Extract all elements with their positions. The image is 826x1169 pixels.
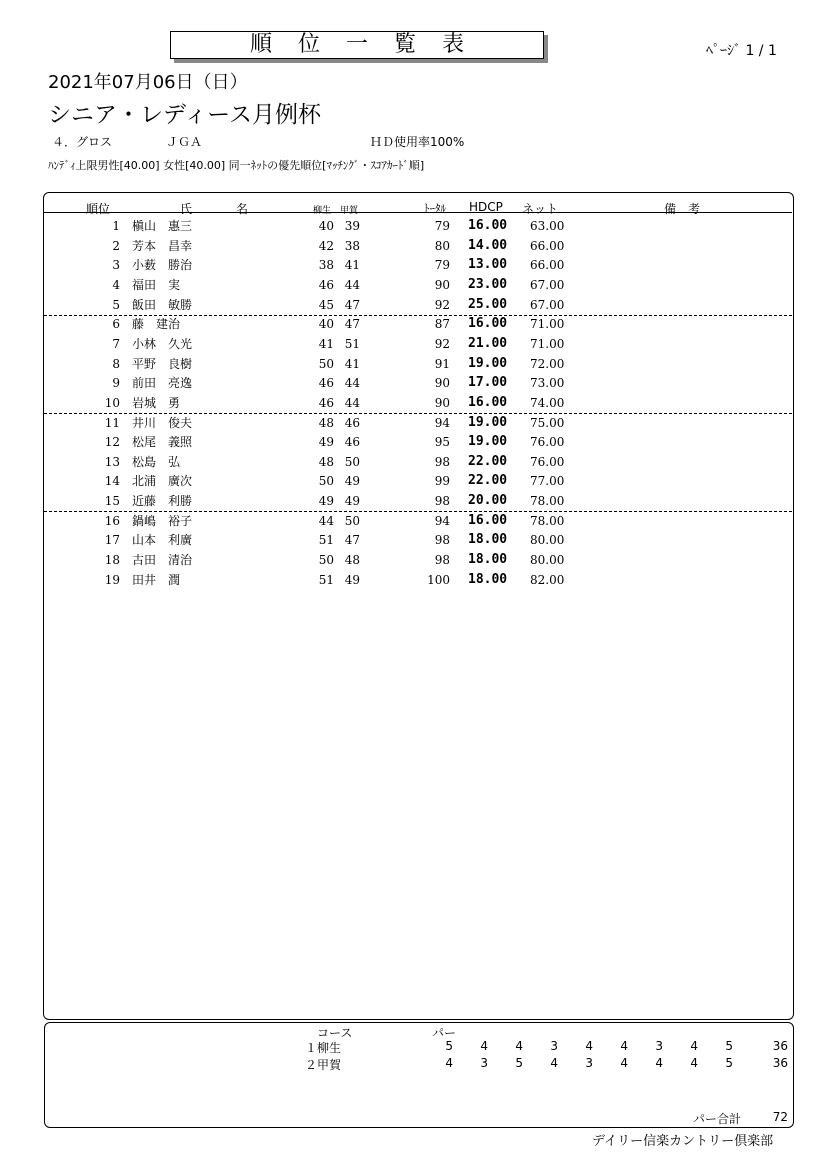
handicap-note: ﾊﾝﾃﾞｨ上限男性[40.00] 女性[40.00] 同一ﾈｯﾄの優先順位[ﾏｯﾁﾝｸﾞ・ｽｺｱｶｰﾄﾞ順] bbox=[48, 159, 425, 172]
score-course2-cell: 49 bbox=[344, 572, 360, 587]
table-row bbox=[44, 570, 792, 590]
name-cell: 北浦 廣次 bbox=[132, 474, 193, 489]
header-course2: 甲賀 bbox=[340, 206, 359, 216]
total-cell: 92 bbox=[434, 336, 450, 351]
name-cell: 岩城 勇 bbox=[132, 395, 181, 410]
association: ＪＧＡ bbox=[166, 135, 203, 149]
score-course2-cell: 46 bbox=[344, 415, 360, 430]
score-course1-cell: 51 bbox=[318, 533, 334, 548]
name-cell: 鍋嶋 裕子 bbox=[132, 513, 193, 528]
header-name-family: 氏 bbox=[180, 202, 193, 216]
rank-cell: 1 bbox=[112, 219, 120, 233]
rank-cell: 11 bbox=[104, 415, 120, 430]
total-cell: 98 bbox=[434, 533, 450, 548]
name-cell: 井川 俊夫 bbox=[132, 415, 193, 430]
total-cell: 98 bbox=[434, 494, 450, 509]
par-total-label: パー合計 bbox=[693, 1112, 742, 1126]
net-cell: 80.00 bbox=[530, 553, 565, 568]
score-course1-cell: 44 bbox=[318, 513, 334, 528]
score-course1-cell: 51 bbox=[318, 572, 334, 587]
name-cell: 山本 利廣 bbox=[132, 533, 193, 548]
total-cell: 79 bbox=[434, 258, 450, 273]
score-course1-cell: 38 bbox=[318, 258, 334, 273]
total-cell: 94 bbox=[434, 513, 450, 528]
score-course2-cell: 49 bbox=[344, 494, 360, 509]
name-cell: 平野 良樹 bbox=[132, 356, 193, 371]
total-cell: 87 bbox=[434, 317, 450, 332]
table-row bbox=[44, 413, 792, 433]
hole-par: 4 bbox=[620, 1056, 628, 1070]
name-cell: 小林 久光 bbox=[132, 336, 193, 351]
net-cell: 71.00 bbox=[530, 317, 565, 332]
net-cell: 67.00 bbox=[530, 297, 565, 312]
hole-par: 4 bbox=[620, 1039, 628, 1053]
score-course1-cell: 40 bbox=[318, 219, 334, 233]
score-course1-cell: 46 bbox=[318, 376, 334, 391]
hdcp-cell: 22.00 bbox=[468, 473, 508, 489]
club-name: デイリー信楽カントリー倶楽部 bbox=[592, 1134, 774, 1149]
hole-par: 3 bbox=[655, 1039, 663, 1053]
score-course2-cell: 47 bbox=[344, 317, 360, 332]
course-par-total: 36 bbox=[772, 1056, 788, 1070]
header-name-given: 名 bbox=[236, 202, 249, 216]
score-course2-cell: 41 bbox=[344, 356, 360, 371]
score-course2-cell: 46 bbox=[344, 435, 360, 450]
hdcp-cell: 18.00 bbox=[468, 571, 508, 587]
total-cell: 90 bbox=[434, 376, 450, 391]
course-name: ２甲賀 bbox=[305, 1058, 342, 1072]
name-cell: 前田 亮逸 bbox=[132, 376, 193, 391]
net-cell: 78.00 bbox=[530, 513, 565, 528]
net-cell: 80.00 bbox=[530, 533, 565, 548]
table-row bbox=[44, 491, 792, 511]
score-course2-cell: 49 bbox=[344, 474, 360, 489]
table-row bbox=[44, 354, 792, 374]
rank-cell: 10 bbox=[104, 395, 120, 410]
score-course2-cell: 41 bbox=[344, 258, 360, 273]
course-label: コース bbox=[317, 1026, 353, 1040]
table-row bbox=[44, 530, 792, 550]
table-row bbox=[44, 314, 792, 334]
total-cell: 94 bbox=[434, 415, 450, 430]
net-cell: 76.00 bbox=[530, 435, 565, 450]
table-row bbox=[44, 216, 792, 236]
score-course1-cell: 46 bbox=[318, 395, 334, 410]
hdcp-cell: 19.00 bbox=[468, 355, 508, 371]
hdcp-cell: 16.00 bbox=[468, 316, 508, 332]
score-course1-cell: 45 bbox=[318, 297, 334, 312]
hole-par: 5 bbox=[725, 1056, 733, 1070]
net-cell: 78.00 bbox=[530, 494, 565, 509]
hdcp-cell: 16.00 bbox=[468, 218, 508, 233]
table-row bbox=[44, 393, 792, 413]
event-title: シニア・レディース月例杯 bbox=[48, 102, 322, 128]
score-course2-cell: 39 bbox=[344, 219, 360, 233]
header-remarks: 備 考 bbox=[664, 202, 701, 216]
net-cell: 73.00 bbox=[530, 376, 565, 391]
name-cell: 田井 潤 bbox=[132, 572, 181, 587]
rank-cell: 5 bbox=[112, 297, 120, 312]
name-cell: 松尾 義照 bbox=[132, 435, 193, 450]
course-name: １柳生 bbox=[305, 1041, 342, 1055]
net-cell: 75.00 bbox=[530, 415, 565, 430]
name-cell: 槇山 惠三 bbox=[132, 219, 193, 233]
score-course1-cell: 50 bbox=[318, 553, 334, 568]
hole-par: 4 bbox=[690, 1039, 698, 1053]
score-course1-cell: 42 bbox=[318, 238, 334, 253]
total-cell: 80 bbox=[434, 238, 450, 253]
score-course1-cell: 49 bbox=[318, 435, 334, 450]
net-cell: 66.00 bbox=[530, 238, 565, 253]
table-row bbox=[44, 236, 792, 256]
rank-cell: 13 bbox=[104, 454, 120, 469]
name-cell: 藤 建治 bbox=[132, 317, 181, 332]
total-cell: 95 bbox=[434, 435, 450, 450]
table-row bbox=[44, 471, 792, 491]
score-course1-cell: 48 bbox=[318, 454, 334, 469]
header-net: ネット bbox=[522, 202, 559, 216]
rank-cell: 6 bbox=[112, 317, 120, 332]
hdcp-cell: 18.00 bbox=[468, 532, 508, 548]
score-course1-cell: 50 bbox=[318, 474, 334, 489]
hdcp-cell: 16.00 bbox=[468, 512, 508, 528]
net-cell: 67.00 bbox=[530, 277, 565, 292]
table-row bbox=[44, 511, 792, 531]
table-row bbox=[44, 373, 792, 393]
name-cell: 松島 弘 bbox=[132, 454, 181, 469]
score-course1-cell: 50 bbox=[318, 356, 334, 371]
hole-par: 4 bbox=[515, 1039, 523, 1053]
total-cell: 100 bbox=[427, 572, 450, 587]
score-course1-cell: 49 bbox=[318, 494, 334, 509]
hdcp-cell: 17.00 bbox=[468, 375, 508, 391]
rule-number: ４．グロス bbox=[52, 135, 113, 149]
table-row bbox=[44, 255, 792, 275]
hole-par: 4 bbox=[655, 1056, 663, 1070]
rank-cell: 14 bbox=[104, 474, 120, 489]
hdcp-cell: 19.00 bbox=[468, 414, 508, 430]
hdcp-cell: 25.00 bbox=[468, 296, 508, 312]
header-divider bbox=[44, 212, 792, 213]
score-course2-cell: 47 bbox=[344, 533, 360, 548]
page-title: 順位一覧表 bbox=[249, 32, 490, 57]
net-cell: 76.00 bbox=[530, 454, 565, 469]
hole-par: 5 bbox=[725, 1039, 733, 1053]
name-cell: 飯田 敏勝 bbox=[132, 297, 193, 312]
hdcp-cell: 16.00 bbox=[468, 394, 508, 410]
rank-cell: 19 bbox=[104, 572, 120, 587]
name-cell: 福田 実 bbox=[132, 277, 181, 292]
score-course1-cell: 48 bbox=[318, 415, 334, 430]
rank-cell: 2 bbox=[112, 238, 120, 253]
net-cell: 63.00 bbox=[530, 219, 565, 233]
net-cell: 82.00 bbox=[530, 572, 565, 587]
score-course2-cell: 48 bbox=[344, 553, 360, 568]
rank-cell: 7 bbox=[112, 336, 120, 351]
hdcp-cell: 19.00 bbox=[468, 434, 508, 450]
hdcp-cell: 22.00 bbox=[468, 453, 508, 469]
hole-par: 3 bbox=[550, 1039, 558, 1053]
total-cell: 79 bbox=[434, 219, 450, 233]
par-total-value: 72 bbox=[772, 1110, 788, 1124]
rank-cell: 4 bbox=[112, 277, 120, 292]
rank-cell: 18 bbox=[104, 553, 120, 568]
hdcp-cell: 21.00 bbox=[468, 335, 508, 351]
score-course2-cell: 47 bbox=[344, 297, 360, 312]
header-total: ﾄｰﾀﾙ bbox=[424, 202, 446, 215]
total-cell: 98 bbox=[434, 553, 450, 568]
page-indicator: ﾍﾟｰｼﾞ 1 / 1 bbox=[706, 43, 777, 59]
rank-cell: 3 bbox=[112, 258, 120, 273]
hdcp-cell: 14.00 bbox=[468, 237, 508, 253]
score-course2-cell: 44 bbox=[344, 395, 360, 410]
net-cell: 71.00 bbox=[530, 336, 565, 351]
hdcp-cell: 13.00 bbox=[468, 257, 508, 273]
rank-cell: 12 bbox=[104, 435, 120, 450]
name-cell: 小薮 勝治 bbox=[132, 258, 193, 273]
event-date: 2021年07月06日（日） bbox=[48, 72, 248, 93]
score-course2-cell: 50 bbox=[344, 454, 360, 469]
name-cell: 古田 清治 bbox=[132, 553, 193, 568]
table-row bbox=[44, 452, 792, 472]
header-course1: 柳生 bbox=[313, 206, 332, 216]
course-par-total: 36 bbox=[772, 1039, 788, 1053]
score-course2-cell: 44 bbox=[344, 277, 360, 292]
rank-cell: 16 bbox=[104, 513, 120, 528]
course-par-table bbox=[44, 1022, 794, 1128]
score-course1-cell: 40 bbox=[318, 317, 334, 332]
hole-par: 4 bbox=[690, 1056, 698, 1070]
table-row bbox=[44, 432, 792, 452]
hdcp-cell: 18.00 bbox=[468, 552, 508, 568]
score-course2-cell: 51 bbox=[344, 336, 360, 351]
hole-par: 5 bbox=[445, 1039, 453, 1053]
hdcp-cell: 20.00 bbox=[468, 493, 508, 509]
score-course2-cell: 38 bbox=[344, 238, 360, 253]
score-course2-cell: 44 bbox=[344, 376, 360, 391]
total-cell: 90 bbox=[434, 277, 450, 292]
net-cell: 72.00 bbox=[530, 356, 565, 371]
rank-cell: 17 bbox=[104, 533, 120, 548]
total-cell: 92 bbox=[434, 297, 450, 312]
hole-par: 3 bbox=[585, 1056, 593, 1070]
net-cell: 74.00 bbox=[530, 395, 565, 410]
hole-par: 3 bbox=[480, 1056, 488, 1070]
header-hdcp: HDCP bbox=[469, 200, 503, 214]
hole-par: 4 bbox=[445, 1056, 453, 1070]
name-cell: 近藤 利勝 bbox=[132, 494, 193, 509]
title-box bbox=[170, 31, 544, 59]
total-cell: 99 bbox=[434, 474, 450, 489]
table-row bbox=[44, 550, 792, 570]
hole-par: 5 bbox=[515, 1056, 523, 1070]
score-course2-cell: 50 bbox=[344, 513, 360, 528]
header-rank: 順位 bbox=[86, 202, 111, 216]
net-cell: 66.00 bbox=[530, 258, 565, 273]
name-cell: 芳本 昌幸 bbox=[132, 238, 193, 253]
rank-cell: 15 bbox=[104, 494, 120, 509]
table-row bbox=[44, 295, 792, 315]
rank-cell: 8 bbox=[112, 356, 120, 371]
total-cell: 90 bbox=[434, 395, 450, 410]
hole-par: 4 bbox=[480, 1039, 488, 1053]
score-course1-cell: 41 bbox=[318, 336, 334, 351]
table-row bbox=[44, 275, 792, 295]
hole-par: 4 bbox=[550, 1056, 558, 1070]
hdcp-cell: 23.00 bbox=[468, 276, 508, 292]
hole-par: 4 bbox=[585, 1039, 593, 1053]
total-cell: 91 bbox=[434, 356, 450, 371]
rank-cell: 9 bbox=[112, 376, 120, 391]
par-label: パー bbox=[432, 1026, 457, 1040]
score-course1-cell: 46 bbox=[318, 277, 334, 292]
table-row bbox=[44, 334, 792, 354]
total-cell: 98 bbox=[434, 454, 450, 469]
hd-rate: ＨＤ使用率100% bbox=[370, 135, 465, 149]
net-cell: 77.00 bbox=[530, 474, 565, 489]
